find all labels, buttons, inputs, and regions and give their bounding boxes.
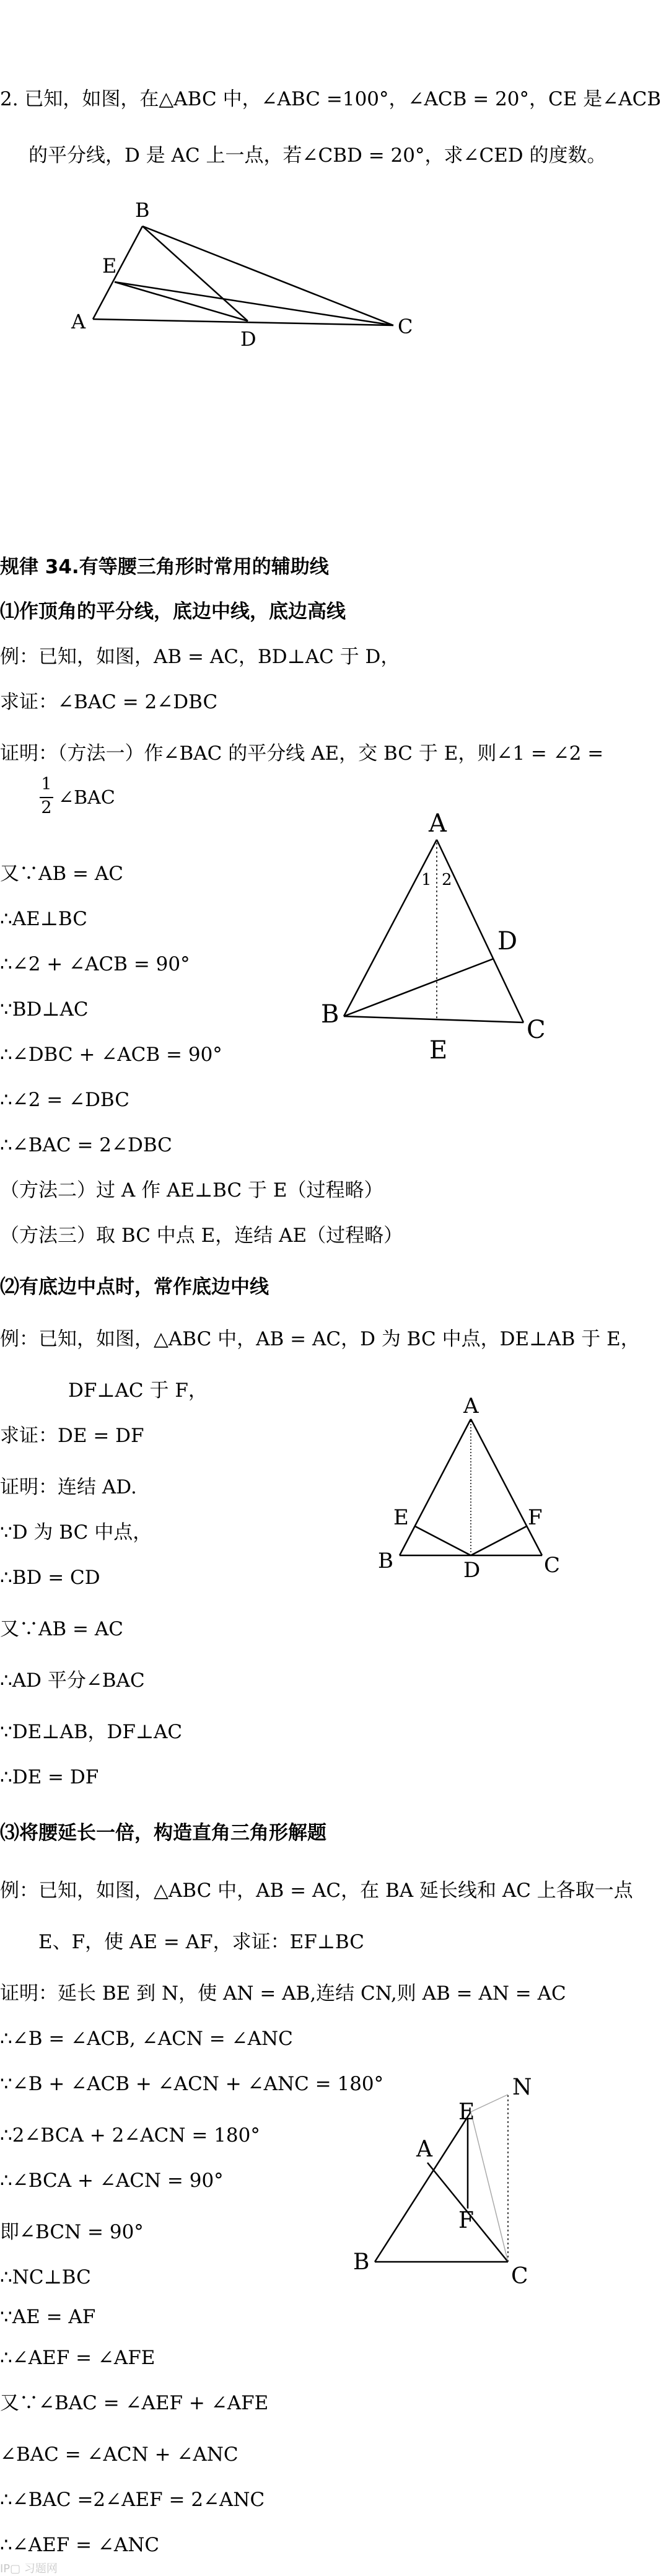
label-B: B [378, 1549, 393, 1573]
case3-step-8: 又∵∠BAC = ∠AEF + ∠AFE [0, 2392, 269, 2414]
label-E: E [102, 254, 117, 278]
label-C: C [398, 315, 413, 338]
case1-step-6: ∴∠BAC = 2∠DBC [0, 1134, 172, 1156]
label-A: A [71, 310, 86, 333]
angle-1-label: 1 [421, 871, 432, 889]
case3-step-4: 即∠BCN = 90° [0, 2221, 144, 2243]
label-A: A [416, 2137, 432, 2162]
label-D: D [463, 1558, 481, 1583]
half-fraction [40, 775, 164, 824]
case2-heading: ⑵有底边中点时，常作底边中线 [0, 1276, 269, 1298]
label-B: B [353, 2249, 370, 2275]
angle-2-label: 2 [442, 871, 452, 889]
case3-step-3: ∴∠BCA + ∠ACN = 90° [0, 2169, 224, 2192]
case1-method3: （方法三）取 BC 中点 E，连结 AE（过程略） [0, 1224, 403, 1247]
case3-step-0: ∴∠B = ∠ACB, ∠ACN = ∠ANC [0, 2028, 293, 2050]
case1-heading: ⑴作顶角的平分线，底边中线，底边高线 [0, 600, 346, 623]
label-C: C [511, 2264, 528, 2289]
case3-step-10: ∴∠BAC =2∠AEF = 2∠ANC [0, 2489, 265, 2511]
fraction-tail: ∠BAC [58, 787, 115, 809]
case2-step-4: ∵DE⊥AB，DF⊥AC [0, 1721, 183, 1743]
case1-step-5: ∴∠2 = ∠DBC [0, 1089, 130, 1111]
case2-example: 例：已知，如图，△ABC 中，AB = AC，D 为 BC 中点，DE⊥AB 于 E， [0, 1328, 640, 1350]
label-E: E [458, 2099, 475, 2125]
label-D: D [240, 327, 256, 351]
case1-figure [316, 806, 564, 1066]
label-C: C [544, 1553, 561, 1578]
label-D: D [497, 927, 518, 956]
case3-step-11: ∴∠AEF = ∠ANC [0, 2534, 160, 2556]
label-A: A [429, 809, 447, 838]
case2-step-1: ∴BD = CD [0, 1567, 100, 1589]
case1-prove: 求证：∠BAC = 2∠DBC [0, 691, 218, 713]
label-B: B [321, 1000, 339, 1029]
case3-step-7: ∴∠AEF = ∠AFE [0, 2347, 155, 2369]
fraction-denominator: 2 [41, 798, 52, 817]
case1-step-3: ∵BD⊥AC [0, 998, 89, 1021]
case3-example: 例：已知，如图，△ABC 中，AB = AC，在 BA 延长线和 AC 上各取一点 [0, 1879, 633, 1902]
problem2-line1: 2. 已知，如图，在△ABC 中，∠ABC =100°，∠ACB = 20°，CE 是∠ACB [0, 88, 661, 110]
case2-step-2: 又∵AB = AC [0, 1618, 123, 1640]
case1-step-0: 又∵AB = AC [0, 863, 123, 885]
label-N: N [512, 2075, 532, 2100]
label-A: A [463, 1394, 479, 1418]
case2-step-5: ∴DE = DF [0, 1766, 99, 1788]
case3-heading: ⑶将腰延长一倍，构造直角三角形解题 [0, 1822, 326, 1844]
case1-example: 例：已知，如图，AB = AC，BD⊥AC 于 D， [0, 646, 400, 668]
fraction-numerator: 1 [41, 775, 52, 794]
case3-step-2: ∴2∠BCA + 2∠ACN = 180° [0, 2124, 260, 2147]
problem2-figure [71, 198, 427, 351]
case2-step-0: ∵D 为 BC 中点， [0, 1521, 152, 1544]
watermark: IP▢ 习题网 [0, 2562, 58, 2575]
case2-example2: DF⊥AC 于 F， [68, 1379, 208, 1402]
case2-figure [378, 1391, 564, 1583]
case1-step-4: ∴∠DBC + ∠ACB = 90° [0, 1044, 222, 1066]
case1-proof-intro: 证明：（方法一）作∠BAC 的平分线 AE，交 BC 于 E，则∠1 = ∠2 = [0, 742, 604, 765]
case2-step-3: ∴AD 平分∠BAC [0, 1669, 145, 1692]
case3-proof-intro: 证明：延长 BE 到 N，使 AN = AB,连结 CN,则 AB = AN = AC [0, 1982, 566, 2005]
case3-figure [347, 2070, 545, 2342]
case1-step-2: ∴∠2 + ∠ACB = 90° [0, 953, 190, 975]
rule34-heading: 规律 34.有等腰三角形时常用的辅助线 [0, 556, 329, 578]
case3-example2: E、F，使 AE = AF，求证：EF⊥BC [38, 1931, 364, 1953]
case3-step-6: ∵AE = AF [0, 2306, 96, 2328]
case2-prove: 求证：DE = DF [0, 1425, 144, 1447]
label-F: F [458, 2208, 474, 2233]
case3-step-1: ∵∠B + ∠ACB + ∠ACN + ∠ANC = 180° [0, 2073, 384, 2095]
label-B: B [135, 198, 150, 222]
case1-method2: （方法二）过 A 作 AE⊥BC 于 E（过程略） [0, 1179, 383, 1202]
label-C: C [527, 1016, 546, 1044]
label-F: F [528, 1505, 543, 1530]
label-E: E [393, 1505, 409, 1530]
case3-step-5: ∴NC⊥BC [0, 2266, 91, 2288]
case1-step-1: ∴AE⊥BC [0, 908, 87, 930]
problem2-line2: 的平分线，D 是 AC 上一点，若∠CBD = 20°，求∠CED 的度数。 [28, 144, 606, 167]
case3-step-9: ∠BAC = ∠ACN + ∠ANC [0, 2443, 239, 2466]
label-E: E [429, 1036, 448, 1065]
case2-proof-intro: 证明：连结 AD. [0, 1476, 137, 1498]
